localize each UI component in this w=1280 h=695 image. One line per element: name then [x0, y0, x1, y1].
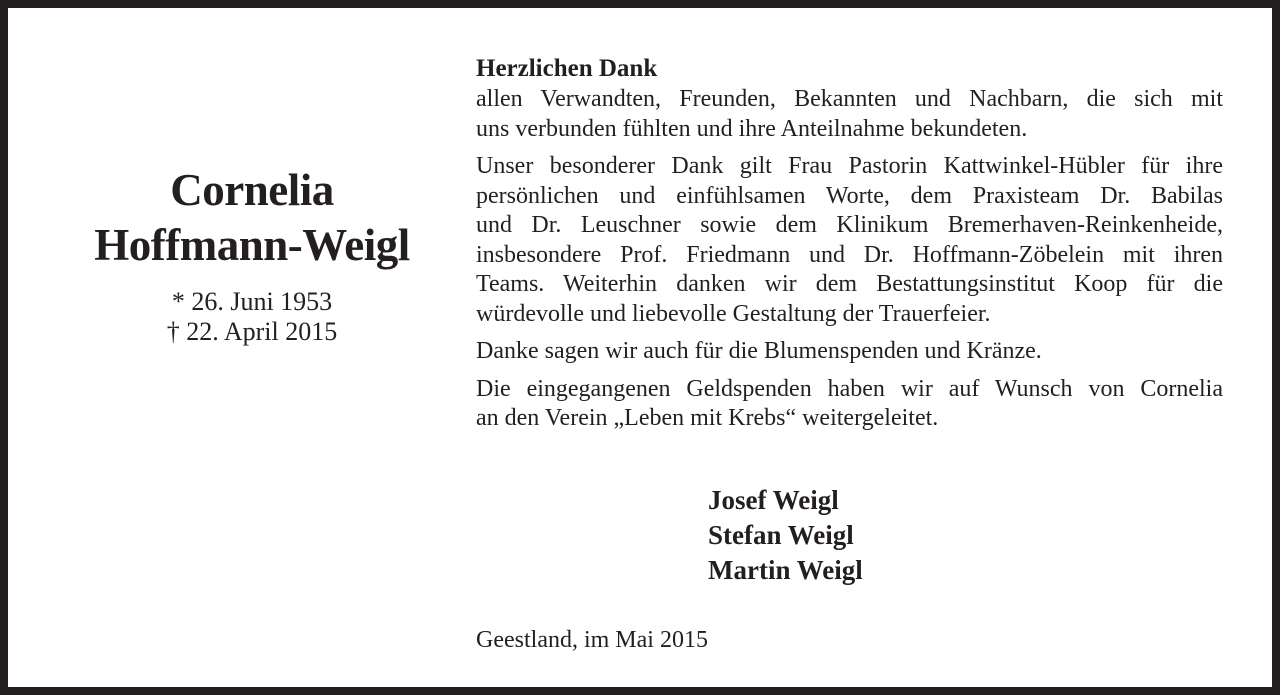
thanks-message [476, 52, 1223, 434]
text-line: an den Verein „Leben mit Krebs“ weitergeleitet. [476, 405, 939, 431]
text-line: und Dr. Leuschner sowie dem Klinikum Bremerhaven-Reinkenheide, [476, 212, 1223, 238]
text-line: insbesondere Prof. Friedmann und Dr. Hoffmann-Zöbelein mit ihren [476, 241, 1223, 268]
text-line: Die eingegangenen Geldspenden haben wir auf Wunsch von Cornelia [476, 375, 1223, 402]
thanks-paragraph [476, 152, 1223, 329]
thanks-paragraph [476, 85, 1223, 144]
signatory-name: Martin Weigl [708, 555, 863, 585]
text-line: würdevolle und liebevolle Gestaltung der Trauerfeier. [476, 300, 991, 327]
thanks-paragraph [476, 337, 1223, 367]
birth-date: * 26. Juni 1953 [171, 287, 333, 316]
text-line: Danke sagen wir auch für die Blumenspenden und Kränze. [476, 338, 1042, 364]
text-line: Teams. Weiterhin danken wir dem Bestattungsinstitut Koop für die [476, 271, 1223, 297]
text-line: allen Verwandten, Freunden, Bekannten und Nachbarn, die sich mit [476, 86, 1223, 112]
signatory-name: Josef Weigl [708, 485, 839, 515]
deceased-block [72, 163, 432, 347]
text-line: uns verbunden fühlten und ihre Anteilnahme bekundeten. [476, 115, 1028, 142]
thanks-paragraph [476, 375, 1223, 434]
text-line: persönlichen und einfühlsamen Worte, dem Praxisteam Dr. Babilas [476, 182, 1223, 209]
signatories [708, 483, 863, 588]
thanks-heading: Herzlichen Dank [476, 55, 658, 82]
signatory-name: Stefan Weigl [708, 520, 854, 550]
death-date: † 22. April 2015 [166, 317, 338, 346]
text-line: Unser besonderer Dank gilt Frau Pastorin Kattwinkel-Hübler für ihre [476, 153, 1223, 179]
deceased-surname: Hoffmann-Weigl [94, 220, 410, 270]
deceased-first-name: Cornelia [170, 165, 334, 215]
life-dates [72, 287, 432, 347]
place-and-date: Geestland, im Mai 2015 [476, 627, 708, 653]
